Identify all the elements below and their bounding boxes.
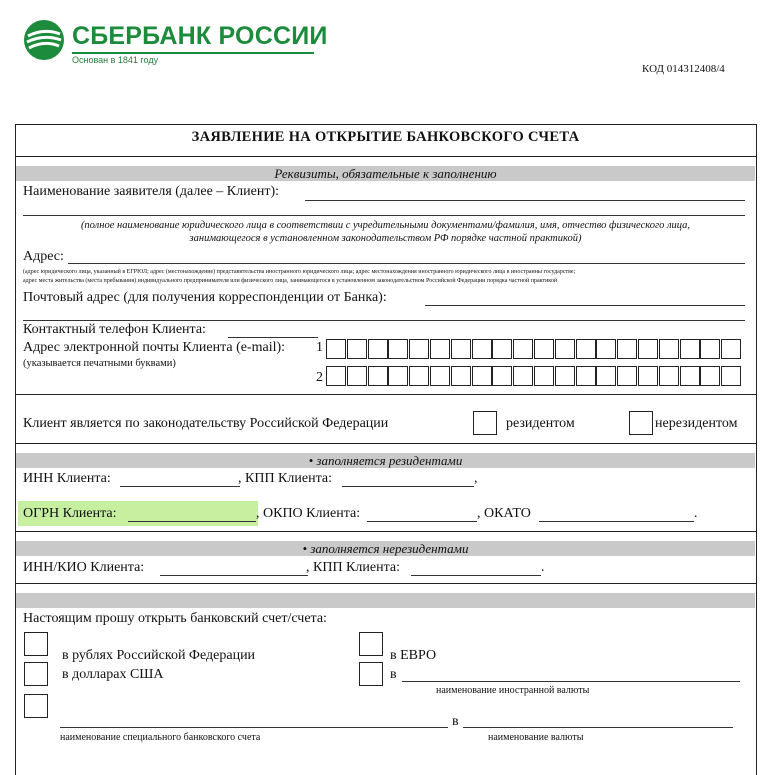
address-label: Адрес: [23, 249, 64, 264]
email-char-cell[interactable] [534, 366, 554, 386]
email-char-cell[interactable] [472, 339, 492, 359]
usd-option-label: в долларах США [62, 667, 164, 682]
email-char-cell[interactable] [576, 366, 596, 386]
email-char-cell[interactable] [513, 366, 533, 386]
kpp2-end: . [541, 560, 545, 575]
form-title: ЗАЯВЛЕНИЕ НА ОТКРЫТИЕ БАНКОВСКОГО СЧЕТА [191, 129, 580, 145]
divider [15, 583, 756, 584]
email-row-1-number: 1 [316, 340, 323, 355]
email-char-cell[interactable] [534, 339, 554, 359]
postal-field[interactable] [425, 305, 745, 306]
email-note: (указывается печатными буквами) [23, 358, 176, 369]
email-char-cell[interactable] [596, 366, 616, 386]
okato-label: , ОКАТО [477, 506, 531, 521]
applicant-field-line2[interactable] [23, 215, 745, 216]
email-char-cell[interactable] [555, 366, 575, 386]
divider [15, 394, 756, 395]
eur-checkbox[interactable] [359, 632, 383, 656]
bank-name: СБЕРБАНК РОССИИ [72, 22, 328, 50]
usd-checkbox[interactable] [24, 662, 48, 686]
email-char-cell[interactable] [451, 366, 471, 386]
phone-field[interactable] [228, 337, 318, 338]
address-field[interactable] [68, 263, 745, 264]
email-char-cell[interactable] [430, 339, 450, 359]
inn-field[interactable] [120, 486, 240, 487]
ogrn-field[interactable] [128, 521, 256, 522]
okpo-field[interactable] [367, 521, 477, 522]
email-char-cell[interactable] [700, 366, 720, 386]
email-char-cell[interactable] [617, 366, 637, 386]
okato-field[interactable] [539, 521, 694, 522]
nonresident-checkbox[interactable] [629, 411, 653, 435]
eur-option-label: в ЕВРО [390, 648, 437, 663]
rub-checkbox[interactable] [24, 632, 48, 656]
request-label: Настоящим прошу открыть банковский счет/счета: [23, 611, 327, 626]
other-currency-label: в [390, 667, 397, 682]
rub-option-label: в рублях Российской Федерации [62, 648, 256, 663]
divider [15, 531, 756, 532]
section-residents-title: • заполняется резидентами [308, 453, 463, 468]
applicant-label: Наименование заявителя (далее – Клиент): [23, 184, 279, 199]
email-label: Адрес электронной почты Клиента (e-mail): [23, 340, 286, 355]
email-char-cell[interactable] [555, 339, 575, 359]
resident-option-label: резидентом [506, 416, 575, 431]
resident-checkbox[interactable] [473, 411, 497, 435]
email-char-cell[interactable] [368, 339, 388, 359]
bank-tagline: Основан в 1841 году [72, 55, 159, 65]
email-char-cell[interactable] [388, 366, 408, 386]
email-char-cell[interactable] [638, 339, 658, 359]
email-char-cell[interactable] [347, 366, 367, 386]
other-currency-caption: наименование иностранной валюты [436, 685, 590, 696]
special-in-label: в [452, 714, 459, 729]
section-header-blank [16, 593, 755, 608]
email-char-cell[interactable] [721, 366, 741, 386]
email-char-cell[interactable] [659, 366, 679, 386]
email-char-cell[interactable] [617, 339, 637, 359]
address-note-1: (адрес юридического лица, указанный в ЕГРЮЛ; адрес (местонахождение) представительства иностранного юридического лица; адрес местонахождения иностранного юридического лица в иностранны государстве; [23, 269, 576, 275]
address-note-2: адрес места жительства (места пребывания) индивидуального предпринимателя или физического лица, занимающегося в установленном законодательством Российской Федерации порядка частной практикой [23, 278, 558, 284]
nonresident-option-label: нерезидентом [655, 416, 738, 431]
kpp2-field[interactable] [411, 575, 541, 576]
okato-end: . [694, 506, 698, 521]
currency-caption: наименование валюты [488, 732, 584, 743]
kpp-label: , КПП Клиента: [238, 471, 332, 486]
email-row-2-number: 2 [316, 370, 323, 385]
email-char-cell[interactable] [388, 339, 408, 359]
special-currency-field[interactable] [463, 727, 733, 728]
residency-label: Клиент является по законодательству Российской Федерации [23, 416, 389, 431]
special-account-field[interactable] [60, 727, 448, 728]
kpp-end: , [474, 471, 478, 486]
email-char-cell[interactable] [576, 339, 596, 359]
innkio-field[interactable] [160, 575, 308, 576]
other-currency-checkbox[interactable] [359, 662, 383, 686]
applicant-note-1: (полное наименование юридического лица в соответствии с учредительными документами/фамилия, имя, отчество физического лица, [80, 220, 691, 231]
logo-underline [72, 52, 314, 54]
kpp-field[interactable] [342, 486, 474, 487]
email-char-cell[interactable] [409, 339, 429, 359]
ogrn-label: ОГРН Клиента: [23, 506, 117, 521]
applicant-note-2: занимающегося в установленном законодательством РФ порядке частной практикой) [189, 233, 582, 244]
postal-field-line2[interactable] [23, 320, 745, 321]
special-account-checkbox[interactable] [24, 694, 48, 718]
divider [15, 443, 756, 444]
special-account-caption: наименование специального банковского счета [60, 732, 261, 743]
section-required-title: Реквизиты, обязательные к заполнению [274, 166, 497, 181]
email-char-cell[interactable] [492, 339, 512, 359]
email-char-cell[interactable] [368, 366, 388, 386]
email-char-cell[interactable] [680, 339, 700, 359]
sberbank-logo-icon [22, 18, 66, 62]
email-char-cell[interactable] [326, 339, 346, 359]
divider [15, 156, 756, 157]
email-char-cell[interactable] [409, 366, 429, 386]
inn-label: ИНН Клиента: [23, 471, 111, 486]
email-char-cell[interactable] [700, 339, 720, 359]
other-currency-field[interactable] [402, 681, 740, 682]
email-char-cell[interactable] [451, 339, 471, 359]
email-char-cell[interactable] [680, 366, 700, 386]
bank-logo [22, 18, 328, 68]
email-char-cell[interactable] [721, 339, 741, 359]
form-code: КОД 014312408/4 [642, 63, 725, 75]
email-char-cell[interactable] [596, 339, 616, 359]
innkio-label: ИНН/КИО Клиента: [23, 560, 145, 575]
email-char-cell[interactable] [472, 366, 492, 386]
email-char-cell[interactable] [492, 366, 512, 386]
phone-label: Контактный телефон Клиента: [23, 322, 206, 337]
email-char-cell[interactable] [513, 339, 533, 359]
email-char-cell[interactable] [430, 366, 450, 386]
email-char-cell[interactable] [659, 339, 679, 359]
okpo-label: , ОКПО Клиента: [256, 506, 361, 521]
email-char-cell[interactable] [326, 366, 346, 386]
email-char-cell[interactable] [347, 339, 367, 359]
email-char-cell[interactable] [638, 366, 658, 386]
section-nonresidents-title: • заполняется нерезидентами [302, 541, 469, 556]
applicant-field[interactable] [305, 200, 745, 201]
kpp2-label: , КПП Клиента: [306, 560, 400, 575]
postal-label: Почтовый адрес (для получения корреспонденции от Банка): [23, 290, 387, 305]
